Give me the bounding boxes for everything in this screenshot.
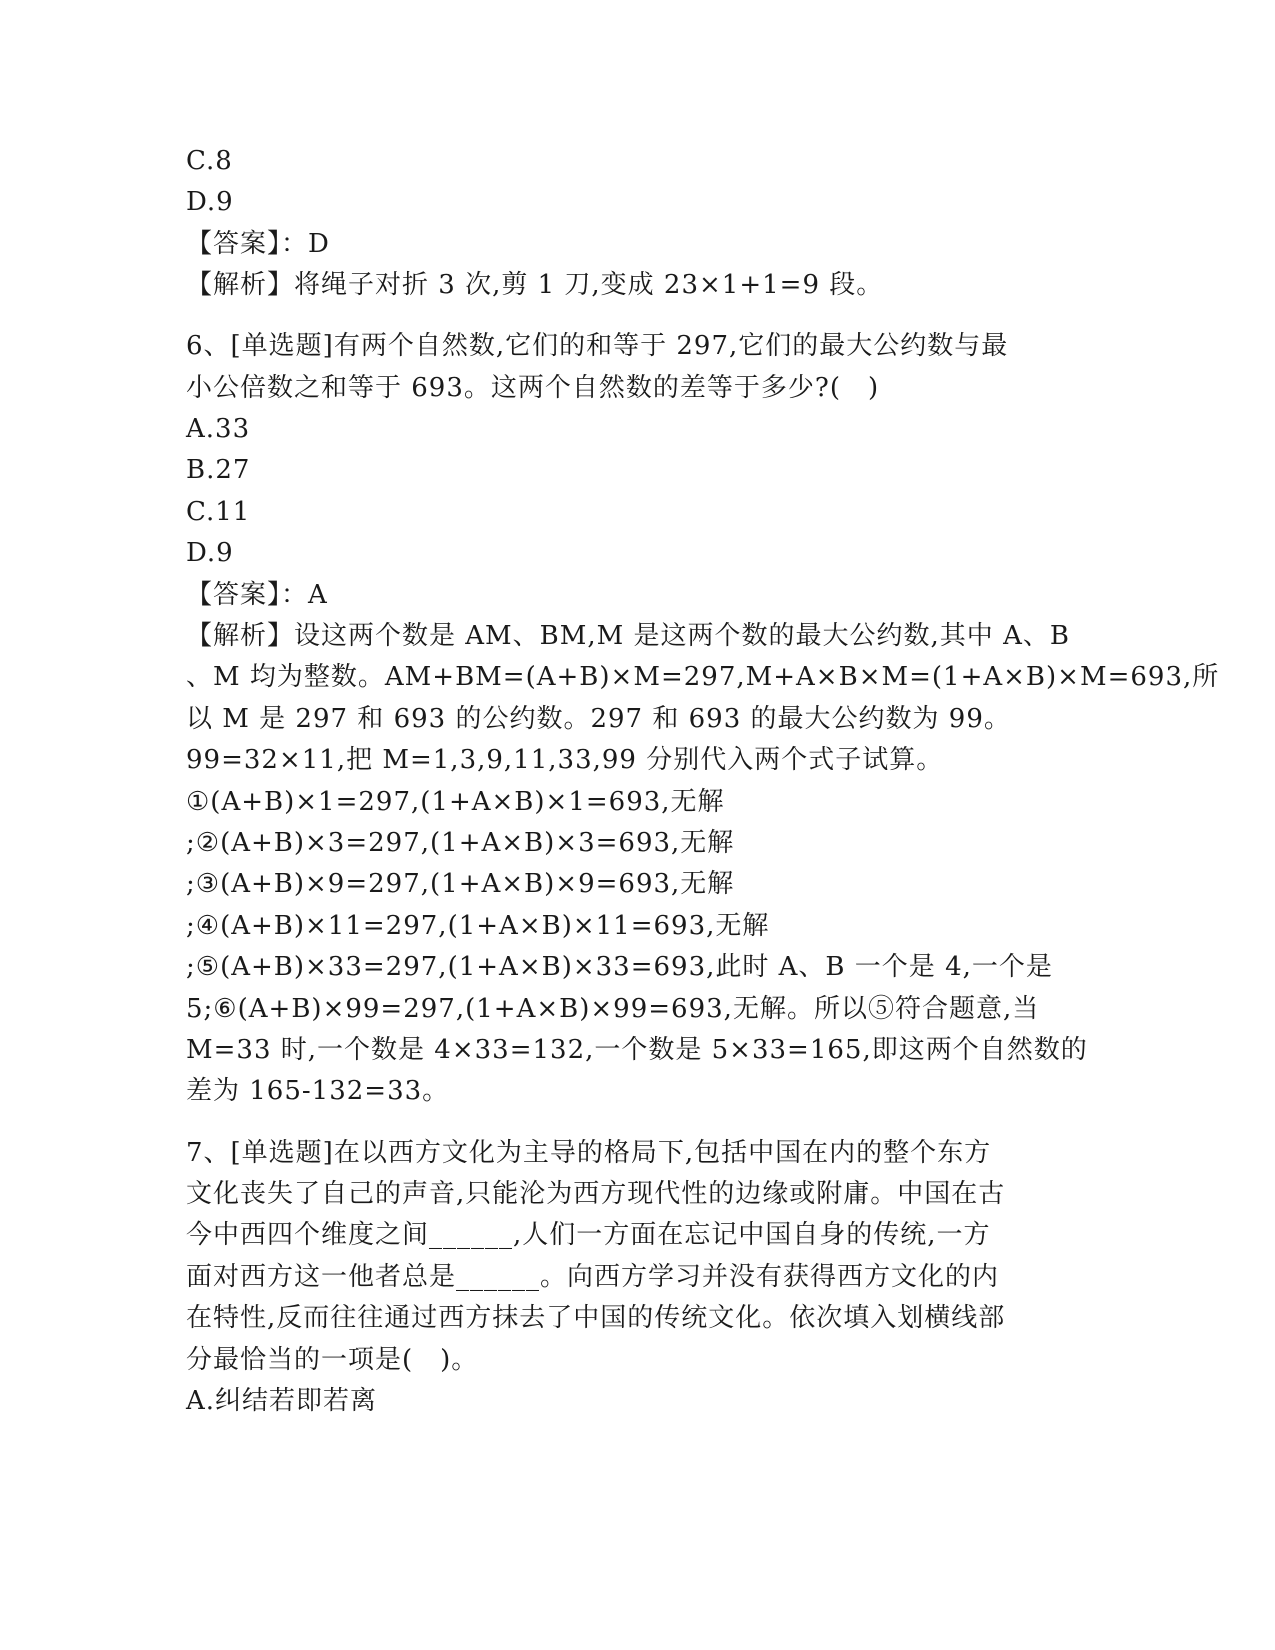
q6-analysis-line-8: ;④(A+B)×11=297,(1+A×B)×11=693,无解 xyxy=(186,911,770,941)
q6-answer: 【答案】：A xyxy=(186,580,328,610)
q6-analysis-line-11: M=33 时,一个数是 4×33=132,一个数是 5×33=165,即这两个自然数的 xyxy=(186,1035,1088,1065)
q6-analysis-line-9: ;⑤(A+B)×33=297,(1+A×B)×33=693,此时 A、B 一个是 4,一个是 xyxy=(186,952,1053,982)
q7-stem-line-4: 面对西方这一他者总是______。向西方学习并没有获得西方文化的内 xyxy=(186,1262,1000,1292)
q6-analysis-line-2: 、M 均为整数。AM+BM=(A+B)×M=297,M+A×B×M=(1+A×B)×M=693,所 xyxy=(186,662,1220,692)
q7-stem-line-5: 在特性,反而往往通过西方抹去了中国的传统文化。依次填入划横线部 xyxy=(186,1303,1006,1333)
q7-stem-line-3: 今中西四个维度之间______,人们一方面在忘记中国自身的传统,一方 xyxy=(186,1220,991,1250)
q5-answer: 【答案】：D xyxy=(186,229,330,259)
q7-stem-line-6: 分最恰当的一项是( )。 xyxy=(186,1345,479,1375)
q6-analysis-line-7: ;③(A+B)×9=297,(1+A×B)×9=693,无解 xyxy=(186,869,735,899)
q6-option-c: C.11 xyxy=(186,497,251,527)
q6-stem-line-1: 6、[单选题]有两个自然数,它们的和等于 297,它们的最大公约数与最 xyxy=(186,331,1009,361)
q5-analysis: 【解析】将绳子对折 3 次,剪 1 刀,变成 23×1+1=9 段。 xyxy=(186,270,884,300)
q6-analysis-line-6: ;②(A+B)×3=297,(1+A×B)×3=693,无解 xyxy=(186,828,735,858)
q6-stem-line-2: 小公倍数之和等于 693。这两个自然数的差等于多少?( ) xyxy=(186,373,880,403)
q6-analysis-line-1: 【解析】设这两个数是 AM、BM,M 是这两个数的最大公约数,其中 A、B xyxy=(186,621,1070,651)
q6-option-b: B.27 xyxy=(186,455,251,485)
q6-option-d: D.9 xyxy=(186,538,234,568)
q6-analysis-line-5: ①(A+B)×1=297,(1+A×B)×1=693,无解 xyxy=(186,787,725,817)
q7-stem-line-2: 文化丧失了自己的声音,只能沦为西方现代性的边缘或附庸。中国在古 xyxy=(186,1179,1006,1209)
q6-analysis-line-10: 5;⑥(A+B)×99=297,(1+A×B)×99=693,无解。所以⑤符合题意,当 xyxy=(186,994,1040,1024)
q6-option-a: A.33 xyxy=(186,414,251,444)
q7-option-a: A.纠结若即若离 xyxy=(186,1386,378,1416)
q6-analysis-line-3: 以 M 是 297 和 693 的公约数。297 和 693 的最大公约数为 99。 xyxy=(186,704,1011,734)
q5-option-c: C.8 xyxy=(186,146,233,176)
q6-analysis-line-4: 99=32×11,把 M=1,3,9,11,33,99 分别代入两个式子试算。 xyxy=(186,745,944,775)
q5-option-d: D.9 xyxy=(186,187,234,217)
q6-analysis-line-12: 差为 165-132=33。 xyxy=(186,1076,450,1106)
q7-stem-line-1: 7、[单选题]在以西方文化为主导的格局下,包括中国在内的整个东方 xyxy=(186,1138,992,1168)
